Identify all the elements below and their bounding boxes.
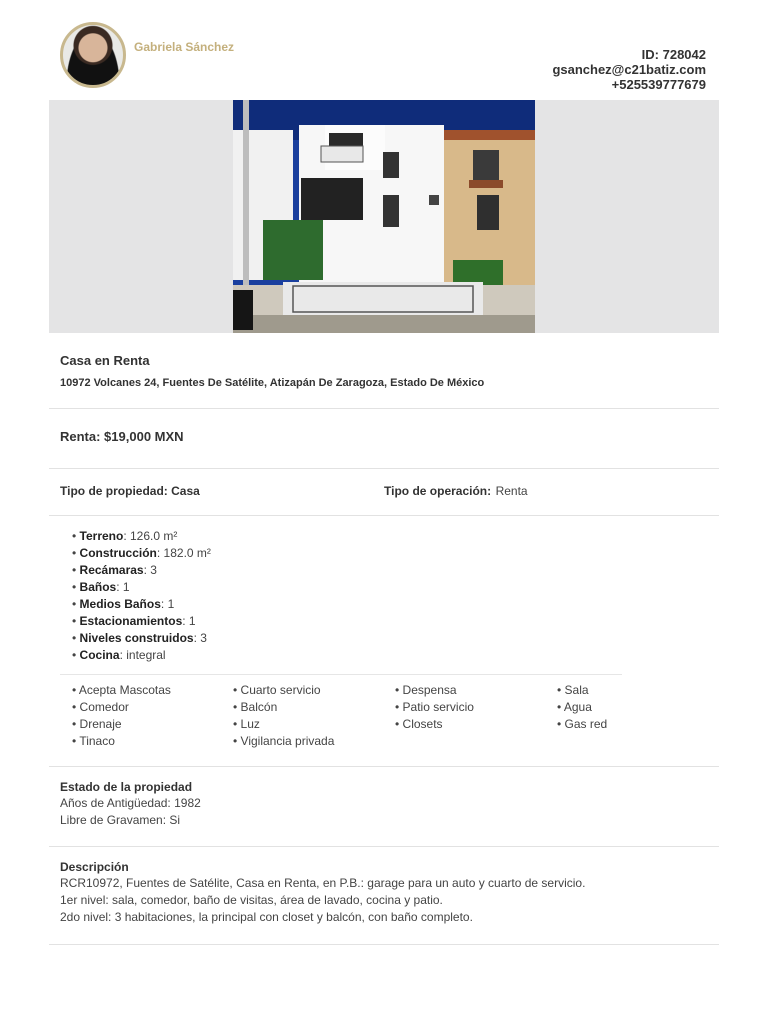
amenity-item: • Closets (395, 716, 474, 733)
agent-email[interactable]: gsanchez@c21batiz.com (552, 62, 706, 77)
property-type: Tipo de propiedad: Casa (60, 484, 200, 498)
spec-item: • Baños: 1 (72, 580, 130, 594)
spec-item: • Medios Baños: 1 (72, 597, 175, 611)
agent-avatar (60, 22, 126, 88)
spec-item: • Recámaras: 3 (72, 563, 157, 577)
description-title: Descripción (60, 860, 129, 874)
property-photo (233, 100, 535, 333)
state-lien: Libre de Gravamen: Si (60, 813, 181, 827)
operation-value: Renta (495, 484, 528, 498)
divider (49, 766, 719, 767)
divider (49, 846, 719, 847)
amenity-item: • Vigilancia privada (233, 733, 334, 750)
amenity-item: • Tinaco (72, 733, 171, 750)
description-line: RCR10972, Fuentes de Satélite, Casa en Renta, en P.B.: garage para un auto y cuarto de servicio. (60, 876, 586, 890)
amenity-item: • Gas red (557, 716, 607, 733)
agent-contact (552, 47, 706, 92)
spec-item: • Construcción: 182.0 m² (72, 546, 211, 560)
agent-name: Gabriela Sánchez (134, 40, 235, 54)
amenity-item: • Drenaje (72, 716, 171, 733)
divider (49, 944, 719, 945)
property-state (60, 780, 718, 829)
divider (60, 674, 622, 675)
description-line: 1er nivel: sala, comedor, baño de visitas, área de lavado, cocina y patio. (60, 893, 443, 907)
agent-phone[interactable]: +525539777679 (611, 77, 706, 92)
amenity-item: • Acepta Mascotas (72, 682, 171, 699)
amenities-column (395, 682, 474, 733)
specs-list (72, 528, 730, 664)
state-age: Años de Antigüedad: 1982 (60, 796, 201, 810)
amenity-item: • Comedor (72, 699, 171, 716)
listing-price: Renta: $19,000 MXN (60, 429, 184, 444)
operation-type (384, 482, 528, 500)
spec-item: • Terreno: 126.0 m² (72, 529, 178, 543)
operation-label: Tipo de operación: (384, 484, 492, 498)
listing-id: ID: 728042 (641, 47, 706, 62)
divider (49, 515, 719, 516)
amenities-column (233, 682, 334, 750)
amenity-item: • Balcón (233, 699, 334, 716)
amenity-item: • Agua (557, 699, 607, 716)
amenity-item: • Patio servicio (395, 699, 474, 716)
amenities-column (557, 682, 607, 733)
description-line: 2do nivel: 3 habitaciones, la principal con closet y balcón, con baño completo. (60, 910, 473, 924)
spec-item: • Cocina: integral (72, 648, 166, 662)
amenity-item: • Luz (233, 716, 334, 733)
state-title: Estado de la propiedad (60, 780, 193, 794)
listing-address: 10972 Volcanes 24, Fuentes De Satélite, Atizapán De Zaragoza, Estado De México (60, 377, 485, 389)
description (60, 860, 718, 926)
listing-header (60, 353, 718, 389)
divider (49, 408, 719, 409)
divider (49, 468, 719, 469)
amenity-item: • Cuarto servicio (233, 682, 334, 699)
amenity-item: • Despensa (395, 682, 474, 699)
amenities-column (72, 682, 171, 750)
listing-title: Casa en Renta (60, 353, 150, 368)
amenity-item: • Sala (557, 682, 607, 699)
spec-item: • Estacionamientos: 1 (72, 614, 196, 628)
spec-item: • Niveles construidos: 3 (72, 631, 207, 645)
